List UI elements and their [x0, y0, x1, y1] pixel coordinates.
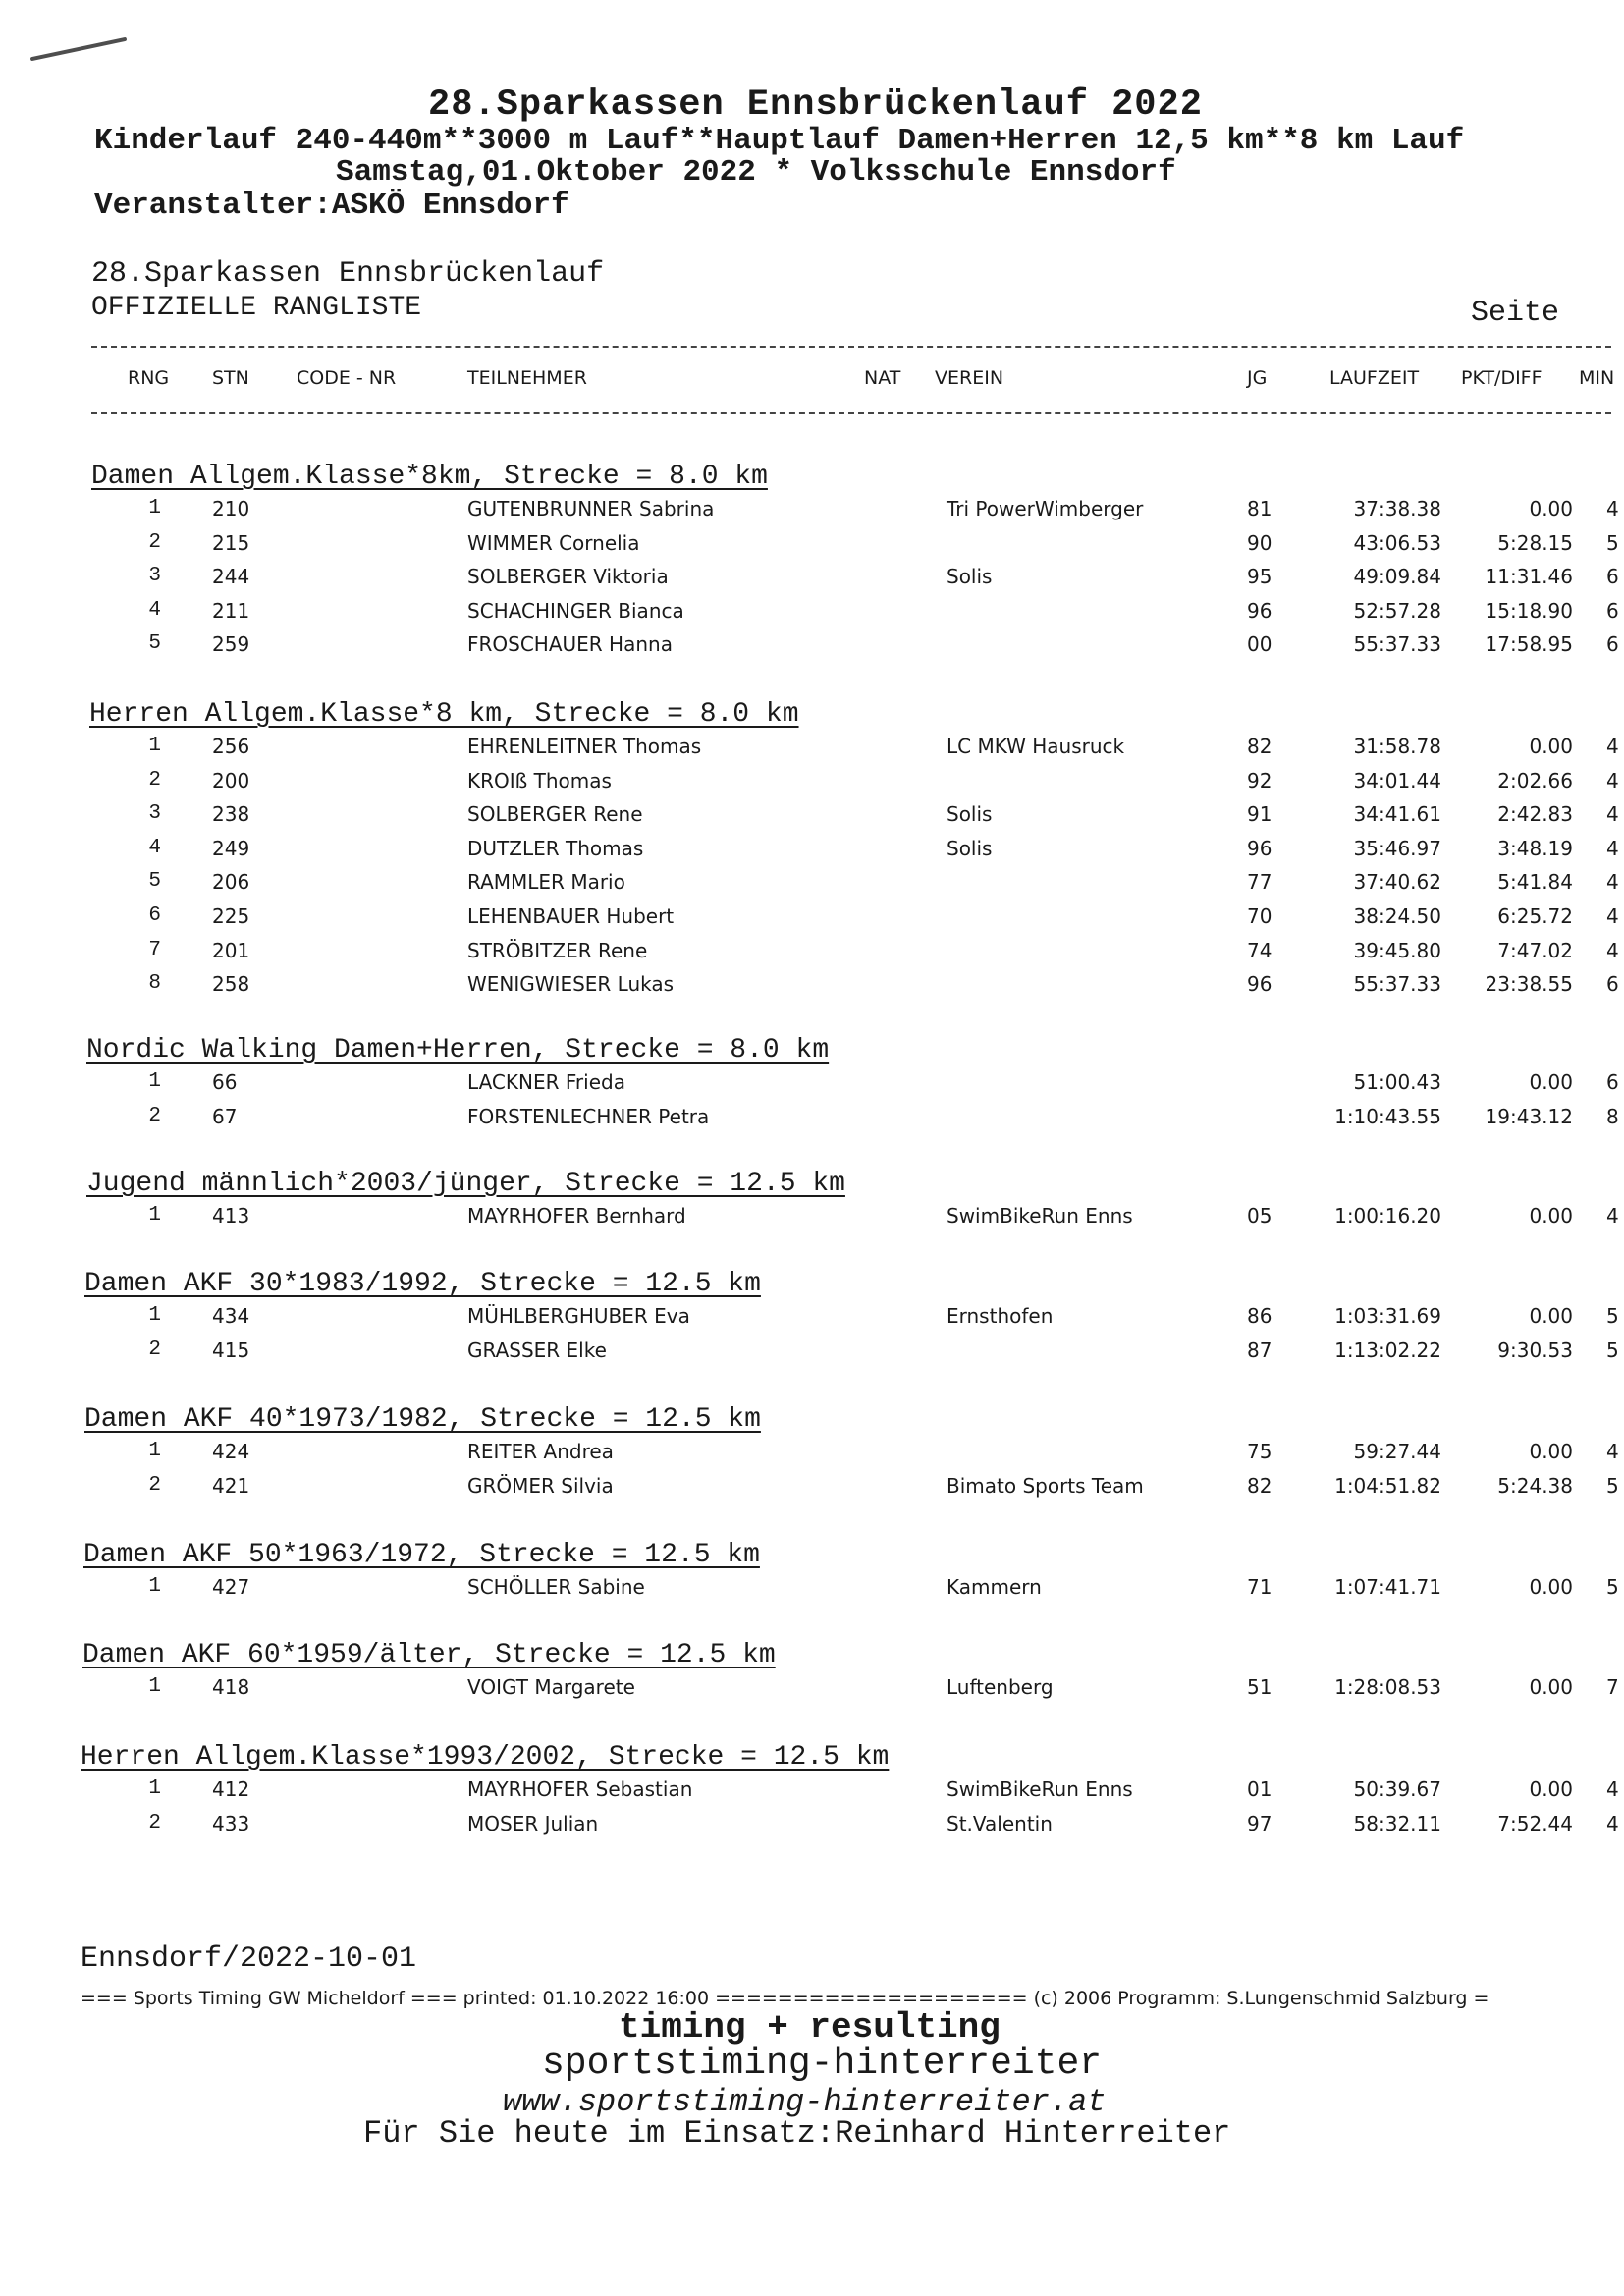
results-heading: OFFIZIELLE RANGLISTE — [91, 293, 422, 323]
cell-min: 5 — [1606, 1575, 1619, 1599]
cell-name: MÜHLBERGHUBER Eva — [467, 1304, 690, 1328]
cell-time: 1:04:51.82 — [1334, 1473, 1441, 1498]
cell-diff: 11:31.46 — [1485, 565, 1573, 589]
cell-stn: 256 — [212, 735, 250, 758]
cell-name: WIMMER Cornelia — [467, 530, 640, 555]
cell-diff: 0.00 — [1529, 735, 1573, 758]
col-rng: RNG — [128, 367, 170, 389]
cell-rng: 5 — [148, 632, 161, 656]
cell-rng: 4 — [148, 836, 161, 859]
col-teilnehmer: TEILNEHMER — [467, 367, 587, 389]
cell-time: 43:06.53 — [1353, 530, 1441, 555]
group-title: Damen AKF 40*1973/1982, Strecke = 12.5 km — [84, 1404, 761, 1435]
footer-place-date: Ennsdorf/2022-10-01 — [81, 1942, 417, 1976]
cell-min: 6 — [1606, 972, 1619, 997]
cell-stn: 427 — [212, 1575, 250, 1599]
cell-time: 1:07:41.71 — [1334, 1575, 1441, 1599]
cell-stn: 259 — [212, 632, 250, 657]
cell-verein: Solis — [947, 565, 993, 589]
cell-name: GRASSER Elke — [467, 1338, 607, 1362]
cell-rng: 2 — [148, 768, 161, 792]
cell-time: 55:37.33 — [1353, 972, 1441, 997]
group-title: Herren Allgem.Klasse*1993/2002, Strecke = 12.5 km — [81, 1742, 890, 1773]
cell-rng: 3 — [148, 802, 161, 826]
cell-jg: 74 — [1247, 938, 1272, 962]
col-code-nr: CODE - NR — [297, 367, 397, 389]
cell-stn: 215 — [212, 530, 250, 555]
col-min: MIN — [1579, 367, 1615, 389]
cell-diff: 3:48.19 — [1497, 836, 1573, 860]
cell-time: 1:00:16.20 — [1334, 1204, 1441, 1228]
cell-time: 52:57.28 — [1353, 598, 1441, 623]
cell-min: 4 — [1606, 768, 1619, 793]
cell-min: 4 — [1606, 1204, 1619, 1228]
cell-diff: 6:25.72 — [1497, 904, 1573, 928]
cell-diff: 7:52.44 — [1497, 1811, 1573, 1835]
cell-rng: 2 — [148, 1104, 161, 1127]
cell-name: SOLBERGER Rene — [467, 802, 643, 827]
cell-jg: 00 — [1247, 632, 1272, 657]
group-title: Damen Allgem.Klasse*8km, Strecke = 8.0 km — [91, 462, 768, 492]
footer-print-strip: === Sports Timing GW Micheldorf === printed: 01.10.2022 16:00 ==================== (c) 2006 Programm: S.Lungenschmid Salzburg = — [81, 1988, 1489, 2009]
cell-name: REITER Andrea — [467, 1440, 614, 1463]
cell-stn: 238 — [212, 802, 250, 827]
cell-jg: 92 — [1247, 768, 1272, 793]
cell-stn: 418 — [212, 1675, 250, 1699]
cell-diff: 15:18.90 — [1485, 598, 1573, 623]
cell-min: 4 — [1606, 735, 1619, 758]
cell-name: MAYRHOFER Sebastian — [467, 1777, 693, 1801]
cell-diff: 0.00 — [1529, 1440, 1573, 1463]
cell-time: 1:03:31.69 — [1334, 1304, 1441, 1328]
cell-min: 4 — [1606, 870, 1619, 895]
cell-min: 5 — [1606, 1304, 1619, 1328]
cell-diff: 2:42.83 — [1497, 802, 1573, 827]
cell-min: 4 — [1606, 497, 1619, 520]
cell-rng: 1 — [148, 1777, 161, 1800]
divider-header — [91, 412, 1611, 414]
staff-note: Für Sie heute im Einsatz:Reinhard Hinterreiter — [363, 2115, 1231, 2152]
cell-stn: 249 — [212, 836, 250, 860]
cell-name: VOIGT Margarete — [467, 1675, 635, 1699]
cell-name: MAYRHOFER Bernhard — [467, 1204, 686, 1228]
cell-min: 6 — [1606, 565, 1619, 589]
cell-verein: Solis — [947, 836, 993, 860]
cell-jg: 82 — [1247, 1473, 1272, 1498]
cell-verein: LC MKW Hausruck — [947, 735, 1125, 758]
cell-rng: 1 — [148, 1440, 161, 1462]
cell-stn: 424 — [212, 1440, 250, 1463]
cell-jg: 95 — [1247, 565, 1272, 589]
cell-min: 4 — [1606, 1440, 1619, 1463]
cell-time: 34:01.44 — [1353, 768, 1441, 793]
timing-resulting-label: timing + resulting — [619, 2007, 1001, 2048]
cell-rng: 2 — [148, 530, 161, 554]
cell-rng: 3 — [148, 565, 161, 588]
cell-rng: 1 — [148, 1575, 161, 1598]
group-title: Damen AKF 60*1959/älter, Strecke = 12.5 km — [82, 1640, 776, 1670]
cell-diff: 0.00 — [1529, 1675, 1573, 1699]
cell-time: 37:38.38 — [1353, 497, 1441, 520]
cell-diff: 0.00 — [1529, 1777, 1573, 1801]
cell-name: EHRENLEITNER Thomas — [467, 735, 702, 758]
cell-rng: 1 — [148, 1070, 161, 1093]
cell-stn: 210 — [212, 497, 250, 520]
cell-min: 4 — [1606, 1777, 1619, 1801]
cell-verein: St.Valentin — [947, 1811, 1053, 1835]
scan-pen-mark — [30, 37, 128, 62]
cell-stn: 211 — [212, 598, 250, 623]
cell-jg: 97 — [1247, 1811, 1272, 1835]
cell-min: 5 — [1606, 1338, 1619, 1362]
cell-diff: 5:28.15 — [1497, 530, 1573, 555]
group-title: Damen AKF 30*1983/1992, Strecke = 12.5 km — [84, 1269, 761, 1299]
cell-stn: 200 — [212, 768, 250, 793]
col-laufzeit: LAUFZEIT — [1329, 367, 1420, 389]
cell-jg: 96 — [1247, 836, 1272, 860]
cell-time: 1:13:02.22 — [1334, 1338, 1441, 1362]
cell-rng: 6 — [148, 904, 161, 927]
cell-min: 4 — [1606, 802, 1619, 827]
cell-diff: 17:58.95 — [1485, 632, 1573, 657]
event-date-venue: Samstag,01.Oktober 2022 * Volksschule Ennsdorf — [336, 155, 1176, 190]
cell-jg: 70 — [1247, 904, 1272, 928]
cell-diff: 0.00 — [1529, 1204, 1573, 1228]
page-label: Seite — [1471, 297, 1560, 330]
cell-name: LEHENBAUER Hubert — [467, 904, 675, 928]
cell-verein: SwimBikeRun Enns — [947, 1204, 1133, 1228]
cell-min: 6 — [1606, 1070, 1619, 1094]
cell-rng: 1 — [148, 497, 161, 519]
cell-jg: 51 — [1247, 1675, 1272, 1699]
cell-min: 7 — [1606, 1675, 1619, 1699]
cell-jg: 86 — [1247, 1304, 1272, 1328]
cell-name: GUTENBRUNNER Sabrina — [467, 497, 715, 520]
col-pkt-diff: PKT/DIFF — [1461, 367, 1543, 389]
cell-diff: 0.00 — [1529, 1070, 1573, 1094]
cell-verein: Ernsthofen — [947, 1304, 1054, 1328]
cell-jg: 82 — [1247, 735, 1272, 758]
group-title: Damen AKF 50*1963/1972, Strecke = 12.5 km — [83, 1540, 760, 1570]
cell-name: STRÖBITZER Rene — [467, 938, 648, 962]
cell-jg: 91 — [1247, 802, 1272, 827]
cell-stn: 225 — [212, 904, 250, 928]
cell-min: 4 — [1606, 938, 1619, 962]
cell-rng: 1 — [148, 1675, 161, 1698]
cell-jg: 01 — [1247, 1777, 1272, 1801]
cell-diff: 9:30.53 — [1497, 1338, 1573, 1362]
cell-time: 50:39.67 — [1353, 1777, 1441, 1801]
cell-stn: 206 — [212, 870, 250, 895]
cell-jg: 77 — [1247, 870, 1272, 895]
cell-verein: Luftenberg — [947, 1675, 1054, 1699]
cell-time: 34:41.61 — [1353, 802, 1441, 827]
cell-diff: 23:38.55 — [1485, 972, 1573, 997]
cell-jg: 96 — [1247, 598, 1272, 623]
cell-min: 4 — [1606, 836, 1619, 860]
cell-diff: 0.00 — [1529, 497, 1573, 520]
cell-time: 58:32.11 — [1353, 1811, 1441, 1835]
cell-name: FORSTENLECHNER Petra — [467, 1104, 710, 1128]
cell-stn: 258 — [212, 972, 250, 997]
cell-stn: 413 — [212, 1204, 250, 1228]
cell-name: SCHACHINGER Bianca — [467, 598, 684, 623]
cell-rng: 2 — [148, 1811, 161, 1834]
col-verein: VEREIN — [935, 367, 1004, 389]
cell-name: MOSER Julian — [467, 1811, 599, 1835]
results-event-name: 28.Sparkassen Ennsbrückenlauf — [91, 257, 605, 291]
cell-name: SOLBERGER Viktoria — [467, 565, 669, 589]
cell-rng: 1 — [148, 1304, 161, 1327]
cell-diff: 0.00 — [1529, 1304, 1573, 1328]
cell-verein: Bimato Sports Team — [947, 1473, 1144, 1498]
cell-min: 5 — [1606, 1473, 1619, 1498]
cell-name: FROSCHAUER Hanna — [467, 632, 673, 657]
cell-stn: 421 — [212, 1473, 250, 1498]
cell-name: WENIGWIESER Lukas — [467, 972, 675, 997]
cell-diff: 19:43.12 — [1485, 1104, 1573, 1128]
cell-stn: 66 — [212, 1070, 238, 1094]
cell-name: RAMMLER Mario — [467, 870, 625, 895]
cell-min: 6 — [1606, 598, 1619, 623]
cell-min: 6 — [1606, 632, 1619, 657]
cell-rng: 8 — [148, 972, 161, 996]
cell-min: 4 — [1606, 1811, 1619, 1835]
brand-name: sportstiming-hinterreiter — [542, 2043, 1103, 2085]
cell-rng: 7 — [148, 938, 161, 961]
cell-diff: 7:47.02 — [1497, 938, 1573, 962]
cell-min: 8 — [1606, 1104, 1619, 1128]
cell-name: DUTZLER Thomas — [467, 836, 644, 860]
cell-jg: 05 — [1247, 1204, 1272, 1228]
cell-rng: 1 — [148, 735, 161, 757]
cell-diff: 5:24.38 — [1497, 1473, 1573, 1498]
group-title: Nordic Walking Damen+Herren, Strecke = 8.0 km — [86, 1035, 830, 1066]
cell-time: 37:40.62 — [1353, 870, 1441, 895]
cell-stn: 201 — [212, 938, 250, 962]
cell-stn: 67 — [212, 1104, 238, 1128]
cell-diff: 0.00 — [1529, 1575, 1573, 1599]
cell-stn: 415 — [212, 1338, 250, 1362]
cell-name: LACKNER Frieda — [467, 1070, 625, 1094]
cell-name: GRÖMER Silvia — [467, 1473, 614, 1498]
cell-name: KROIß Thomas — [467, 768, 612, 793]
cell-jg: 71 — [1247, 1575, 1272, 1599]
cell-min: 4 — [1606, 904, 1619, 928]
cell-name: SCHÖLLER Sabine — [467, 1575, 645, 1599]
event-subtitle-races: Kinderlauf 240-440m**3000 m Lauf**Hauptlauf Damen+Herren 12,5 km**8 km Lauf — [94, 124, 1465, 158]
cell-verein: Kammern — [947, 1575, 1042, 1599]
group-title: Herren Allgem.Klasse*8 km, Strecke = 8.0 km — [89, 699, 799, 730]
event-organizer: Veranstalter:ASKÖ Ennsdorf — [94, 189, 569, 223]
cell-time: 59:27.44 — [1353, 1440, 1441, 1463]
cell-jg: 81 — [1247, 497, 1272, 520]
cell-verein: SwimBikeRun Enns — [947, 1777, 1133, 1801]
cell-time: 55:37.33 — [1353, 632, 1441, 657]
cell-time: 38:24.50 — [1353, 904, 1441, 928]
group-title: Jugend männlich*2003/jünger, Strecke = 12.5 km — [86, 1169, 845, 1199]
col-nat: NAT — [864, 367, 901, 389]
cell-verein: Solis — [947, 802, 993, 827]
cell-jg: 87 — [1247, 1338, 1272, 1362]
cell-jg: 90 — [1247, 530, 1272, 555]
cell-rng: 4 — [148, 598, 161, 622]
cell-rng: 2 — [148, 1473, 161, 1497]
col-stn: STN — [212, 367, 249, 389]
cell-min: 5 — [1606, 530, 1619, 555]
cell-stn: 433 — [212, 1811, 250, 1835]
cell-stn: 434 — [212, 1304, 250, 1328]
cell-rng: 2 — [148, 1338, 161, 1361]
cell-time: 51:00.43 — [1353, 1070, 1441, 1094]
col-jg: JG — [1247, 367, 1268, 389]
cell-time: 1:28:08.53 — [1334, 1675, 1441, 1699]
cell-time: 49:09.84 — [1353, 565, 1441, 589]
cell-diff: 2:02.66 — [1497, 768, 1573, 793]
cell-verein: Tri PowerWimberger — [947, 497, 1144, 520]
event-title: 28.Sparkassen Ennsbrückenlauf 2022 — [428, 84, 1203, 126]
cell-jg: 75 — [1247, 1440, 1272, 1463]
cell-diff: 5:41.84 — [1497, 870, 1573, 895]
cell-rng: 1 — [148, 1204, 161, 1227]
website-link[interactable]: www.sportstiming-hinterreiter.at — [503, 2084, 1107, 2120]
cell-time: 31:58.78 — [1353, 735, 1441, 758]
cell-time: 39:45.80 — [1353, 938, 1441, 962]
divider-top — [91, 346, 1611, 348]
cell-rng: 5 — [148, 870, 161, 894]
cell-time: 35:46.97 — [1353, 836, 1441, 860]
cell-stn: 412 — [212, 1777, 250, 1801]
cell-jg: 96 — [1247, 972, 1272, 997]
cell-stn: 244 — [212, 565, 250, 589]
cell-time: 1:10:43.55 — [1334, 1104, 1441, 1128]
